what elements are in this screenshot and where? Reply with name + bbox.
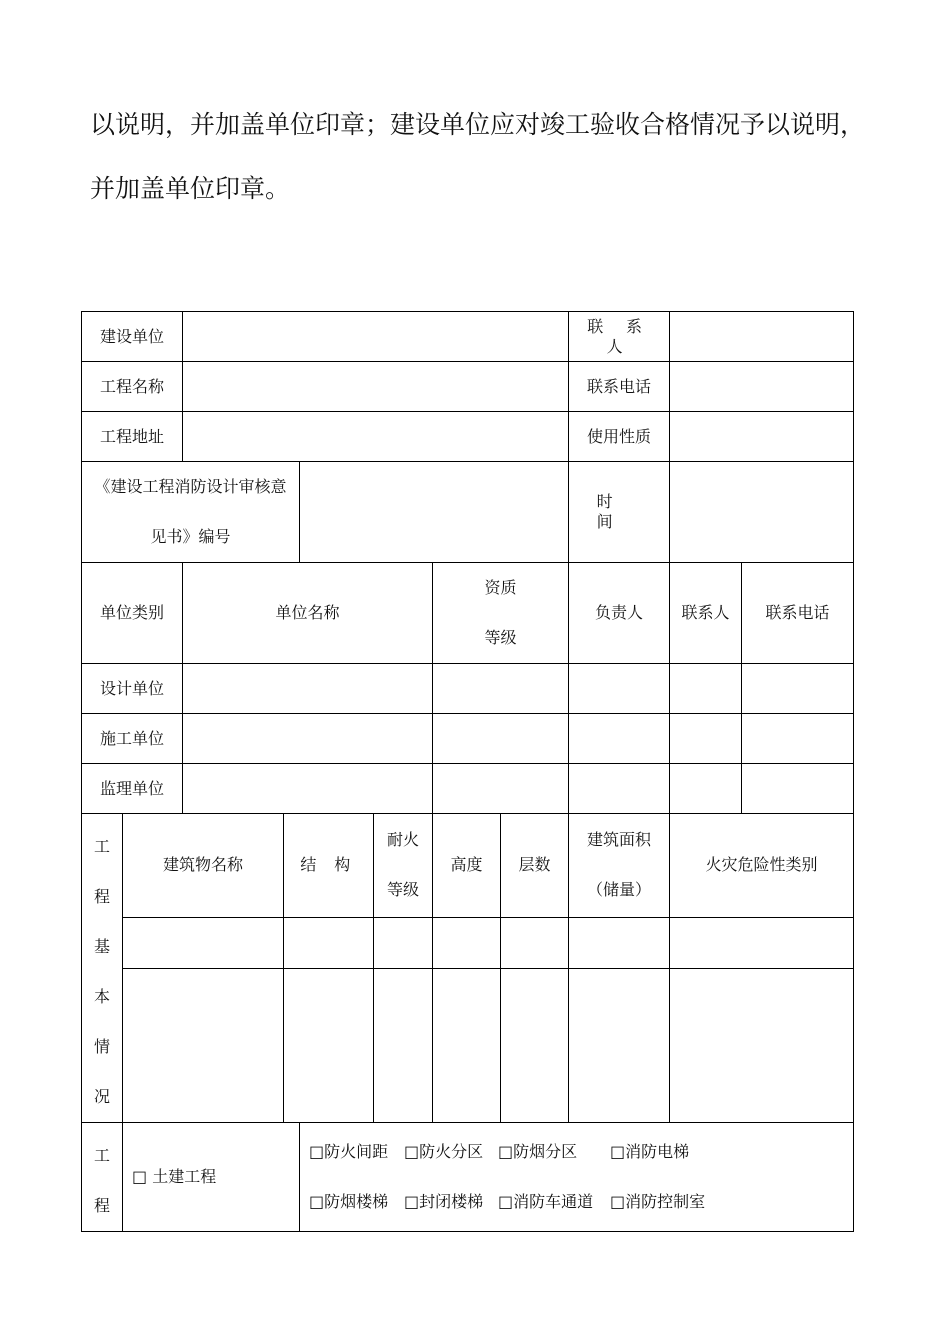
header-building-name: 建筑物名称 [123,814,284,918]
header-height: 高度 [433,814,501,918]
input-building-name-2[interactable] [123,969,284,1123]
header-qualification: 资质 等级 [433,563,569,664]
input-area-2[interactable] [569,969,670,1123]
option-fire-control-room[interactable]: □消防控制室 [610,1192,706,1211]
row-building-header [82,814,854,918]
input-contractor-contact[interactable] [670,714,742,764]
header-person-in-charge: 负责人 [569,563,670,664]
header-fire-hazard: 火灾危险性类别 [670,814,854,918]
input-project-name[interactable] [183,362,569,412]
input-supervision-qualification[interactable] [433,764,569,814]
header-floors: 层数 [501,814,569,918]
fire-acceptance-form [81,311,853,1232]
header-contact: 联系人 [670,563,742,664]
label-time: 时 间 [569,462,670,563]
input-time[interactable] [670,462,854,563]
input-design-unit-phone[interactable] [742,664,854,714]
input-structure-1[interactable] [284,917,374,968]
input-design-unit-contact[interactable] [670,664,742,714]
row-project-scope [82,1123,854,1232]
scope-options-row-1 [309,1127,853,1177]
label-use-nature: 使用性质 [569,412,670,462]
intro-line-1: 以说明，并加盖单位印章；建设单位应对竣工验收合格情况予以说明， [90,110,866,139]
input-contractor-qualification[interactable] [433,714,569,764]
option-fire-compartment[interactable]: □防火分区 [404,1142,484,1161]
row-building-2 [82,969,854,1123]
row-building-1 [82,917,854,968]
row-opinion-number [82,462,854,563]
label-contact-phone: 联系电话 [569,362,670,412]
input-fire-hazard-2[interactable] [670,969,854,1123]
option-civil-works[interactable]: □ 土建工程 [123,1123,300,1232]
label-design-unit: 设计单位 [82,664,183,714]
row-supervision-unit [82,764,854,814]
input-contact-phone[interactable] [670,362,854,412]
input-contractor-name[interactable] [183,714,433,764]
input-use-nature[interactable] [670,412,854,462]
side-label-basic-info: 工 程 基 本 情 况 [82,814,123,1123]
input-supervision-phone[interactable] [742,764,854,814]
input-construction-unit[interactable] [183,312,569,362]
input-contractor-phone[interactable] [742,714,854,764]
input-design-unit-name[interactable] [183,664,433,714]
label-supervision-unit: 监理单位 [82,764,183,814]
input-supervision-contact[interactable] [670,764,742,814]
scope-options [300,1123,854,1232]
input-opinion-number[interactable] [300,462,569,563]
input-supervision-name[interactable] [183,764,433,814]
input-floors-1[interactable] [501,917,569,968]
input-building-name-1[interactable] [123,917,284,968]
input-fire-rating-1[interactable] [374,917,433,968]
label-contact-person: 联 系 人 [569,312,670,362]
input-height-1[interactable] [433,917,501,968]
label-opinion-number: 《建设工程消防设计审核意 见书》编号 [82,462,300,563]
input-area-1[interactable] [569,917,670,968]
input-height-2[interactable] [433,969,501,1123]
row-units-header [82,563,854,664]
side-label-project-scope: 工 程 [82,1123,123,1232]
header-building-area: 建筑面积 （储量） [569,814,670,918]
header-fire-rating: 耐火 等级 [374,814,433,918]
input-fire-rating-2[interactable] [374,969,433,1123]
row-construction-unit [82,312,854,362]
input-project-address[interactable] [183,412,569,462]
row-project-address [82,412,854,462]
input-supervision-person[interactable] [569,764,670,814]
input-contact-person[interactable] [670,312,854,362]
scope-options-row-2 [309,1177,853,1227]
input-floors-2[interactable] [501,969,569,1123]
form-table [81,311,854,1232]
header-unit-type: 单位类别 [82,563,183,664]
input-contractor-person[interactable] [569,714,670,764]
row-construction-contractor [82,714,854,764]
table-edge-left [81,1216,82,1220]
header-unit-name: 单位名称 [183,563,433,664]
option-fire-elevator[interactable]: □消防电梯 [610,1142,690,1161]
input-design-unit-qualification[interactable] [433,664,569,714]
intro-line-2: 并加盖单位印章。 [90,174,291,203]
header-phone: 联系电话 [742,563,854,664]
label-construction-contractor: 施工单位 [82,714,183,764]
label-project-address: 工程地址 [82,412,183,462]
table-edge-right [853,1216,854,1220]
option-smoke-compartment[interactable]: □防烟分区 [498,1142,578,1161]
option-fire-lane[interactable]: □消防车通道 [498,1192,594,1211]
label-project-name: 工程名称 [82,362,183,412]
row-project-name [82,362,854,412]
row-design-unit [82,664,854,714]
header-structure: 结 构 [284,814,374,918]
input-structure-2[interactable] [284,969,374,1123]
option-enclosed-stair[interactable]: □封闭楼梯 [404,1192,484,1211]
input-design-unit-person[interactable] [569,664,670,714]
option-fire-separation[interactable]: □防火间距 [309,1142,389,1161]
option-smoke-proof-stair[interactable]: □防烟楼梯 [309,1192,389,1211]
input-fire-hazard-1[interactable] [670,917,854,968]
label-construction-unit: 建设单位 [82,312,183,362]
